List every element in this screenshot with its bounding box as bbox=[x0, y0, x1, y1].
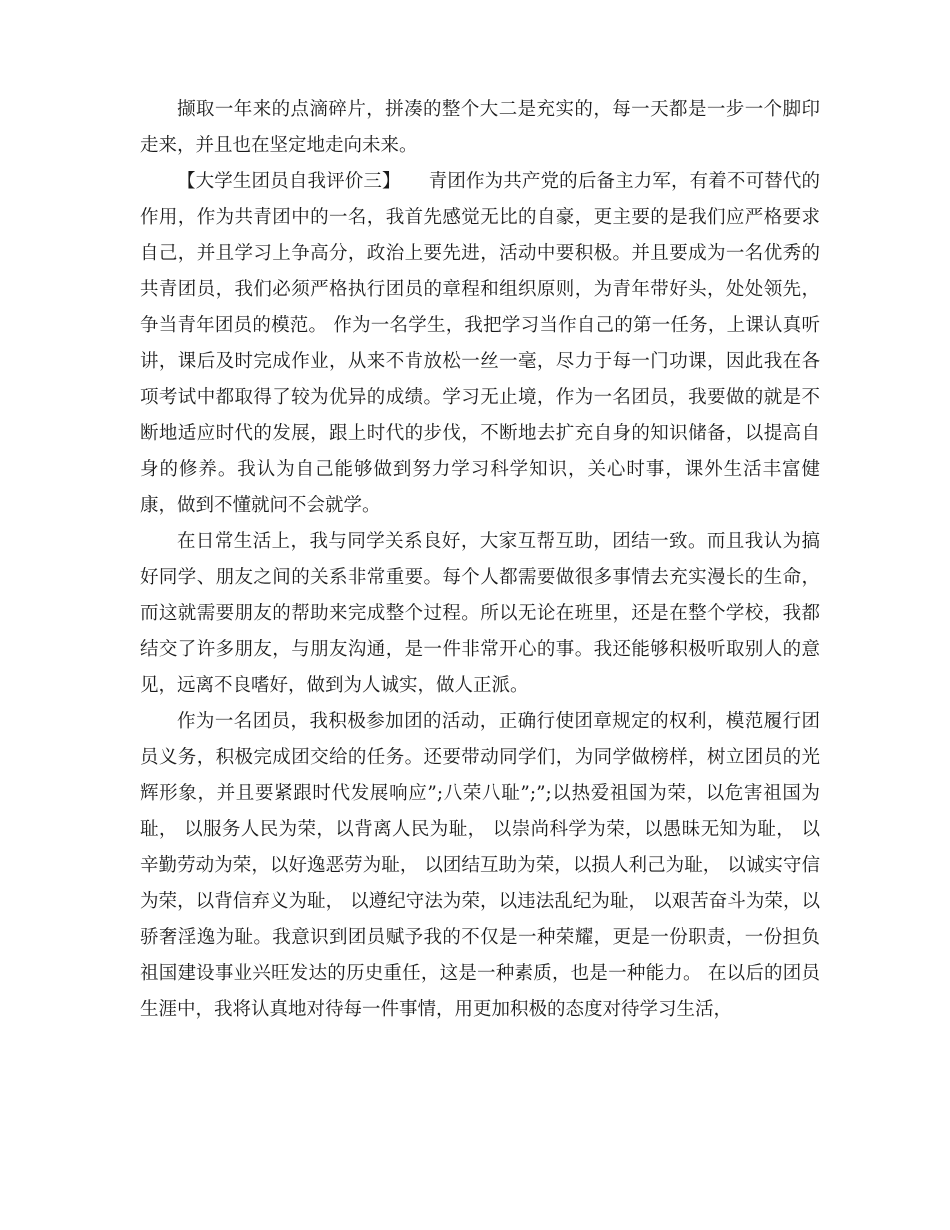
paragraph-2: 【大学生团员自我评价三】 青团作为共产党的后备主力军，有着不可替代的作用，作为共青团中的一名，我首先感觉无比的自豪，更主要的是我们应严格要求自己，并且学习上争高分，政治上要先进，活动中要积极。并且要成为一名优秀的共青团员，我们必须严格执行团员的章程和组织原则，为青年带好头，处处领先，争当青年团员的模范。 作为一名学生，我把学习当作自己的第一任务，上课认真听讲，课后及时完成作业，从来不肯放松一丝一毫，尽力于每一门功课，因此我在各项考试中都取得了较为优异的成绩。学习无止境，作为一名团员，我要做的就是不断地适应时代的发展，跟上时代的步伐，不断地去扩充自身的知识储备，以提高自身的修养。我认为自己能够做到努力学习科学知识，关心时事，课外生活丰富健康，做到不懂就问不会就学。 bbox=[140, 171, 820, 516]
paragraph-4: 作为一名团员，我积极参加团的活动，正确行使团章规定的权利，模范履行团员义务，积极完成团交给的任务。还要带动同学们，为同学做榜样，树立团员的光辉形象，并且要紧跟时代发展响应”;八荣八耻”;”;以热爱祖国为荣，以危害祖国为耻， 以服务人民为荣，以背离人民为耻， 以崇尚科学为荣，以愚昧无知为耻， 以辛勤劳动为荣，以好逸恶劳为耻， 以团结互助为荣，以损人利己为耻， 以诚实守信为荣，以背信弃义为耻， 以遵纪守法为荣，以违法乱纪为耻， 以艰苦奋斗为荣，以骄奢淫逸为耻。我意识到团员赋予我的不仅是一种荣耀，更是一份职责，一份担负祖国建设事业兴旺发达的历史重任，这是一种素质，也是一种能力。 在以后的团员生涯中，我将认真地对待每一件事情，用更加积极的态度对待学习生活， bbox=[140, 711, 820, 1020]
document-body bbox=[140, 92, 820, 1028]
paragraph-3: 在日常生活上，我与同学关系良好，大家互帮互助，团结一致。而且我认为搞好同学、朋友之间的关系非常重要。每个人都需要做很多事情去充实漫长的生命，而这就需要朋友的帮助来完成整个过程。所以无论在班里，还是在整个学校，我都结交了许多朋友，与朋友沟通，是一件非常开心的事。我还能够积极听取别人的意见，远离不良嗜好，做到为人诚实，做人正派。 bbox=[140, 531, 820, 696]
paragraph-1: 撷取一年来的点滴碎片，拼凑的整个大二是充实的，每一天都是一步一个脚印走来，并且也在坚定地走向未来。 bbox=[140, 99, 820, 156]
